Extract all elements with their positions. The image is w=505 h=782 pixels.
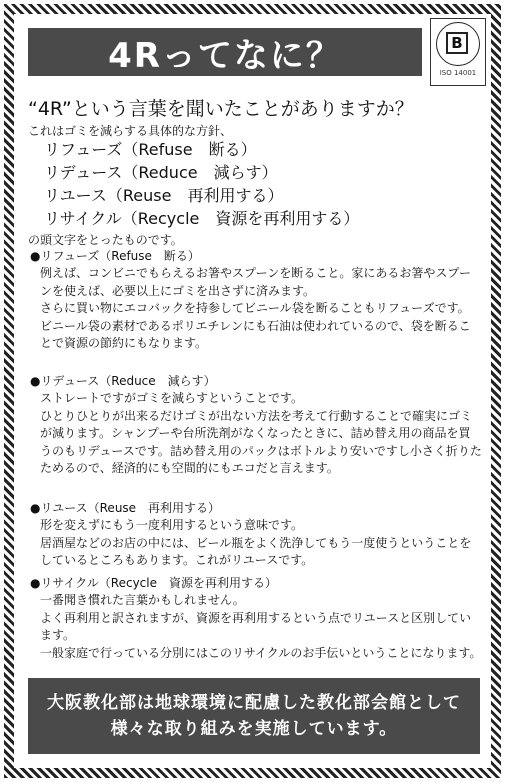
four-r-list xyxy=(44,138,359,230)
section-refuse xyxy=(30,248,482,353)
banner-line: 様々な取り組みを実施しています。 xyxy=(110,719,398,739)
section-heading: ●リユース（Reuse 再利用する） xyxy=(30,501,221,515)
iso-seal-logo xyxy=(430,18,486,86)
section-body: 例えば、コンビニでもらえるお箸やスプーンを断ること。家にあるお箸やスプーンを使えば、必要以上にゴミを出さずに済みます。 さらに買い物にエコバックを持参してビニール袋を断ることもリフューズです。 ビニール袋の素材であるポリエチレンにも石油は使われているので、袋を断ることで資源の節約にもなります。 xyxy=(40,266,472,351)
footer-banner xyxy=(28,678,480,754)
section-recycle xyxy=(30,575,482,662)
section-reuse xyxy=(30,500,482,570)
section-heading: ●リサイクル（Recycle 資源を再利用する） xyxy=(30,576,277,590)
four-r-item: リサイクル（Recycle 資源を再利用する） xyxy=(44,209,360,228)
section-body: ストレートですがゴミを減らすということです。 ひとりひとりが出来るだけゴミが出ない方法を考えて行動することで確実にゴミが減ります。シャンプーや台所洗剤がなくなったときに、詰め替え用の商品を買うのもリデュースです。詰め替え用のパックはボトルより安いですし小さく折りたためるので、経済的にも空間的にもエコだと言えます。 xyxy=(40,391,482,476)
question-heading: “4R”という言葉を聞いたことがありますか？ xyxy=(28,98,414,120)
section-heading: ●リフューズ（Refuse 断る） xyxy=(30,249,200,263)
seal-caption: ISO 14001 xyxy=(439,69,477,77)
seal-letter: B xyxy=(446,32,468,54)
title-bar xyxy=(28,28,422,76)
section-reduce xyxy=(30,373,482,478)
section-heading: ●リデュース（Reduce 減らす） xyxy=(30,374,216,388)
section-body: 一番聞き慣れた言葉かもしれません。 よく再利用と訳されますが、資源を再利用するという点でリユースと区別しています。 一般家庭で行っている分別にはこのリサイクルのお手伝いということになります。 xyxy=(40,593,482,660)
intro-text: これはゴミを減らする具体的な方針、 xyxy=(28,124,233,138)
banner-line: 大阪教化部は地球環境に配慮した教化部会館として xyxy=(47,693,461,713)
content-area xyxy=(18,18,487,764)
four-r-item: リデュース（Reduce 減らす） xyxy=(44,163,278,182)
four-r-item: リフューズ（Refuse 断る） xyxy=(44,140,257,159)
outro-text: の頭文字をとったものです。 xyxy=(28,233,183,247)
four-r-item: リユース（Reuse 再利用する） xyxy=(44,186,284,205)
section-body: 形を変えずにもう一度利用するという意味です。 居酒屋などのお店の中には、ビール瓶をよく洗浄してもう一度使うということをしているところもあります。これがリユースです。 xyxy=(40,518,472,568)
page-title: 4Rってなに？ xyxy=(108,35,342,76)
